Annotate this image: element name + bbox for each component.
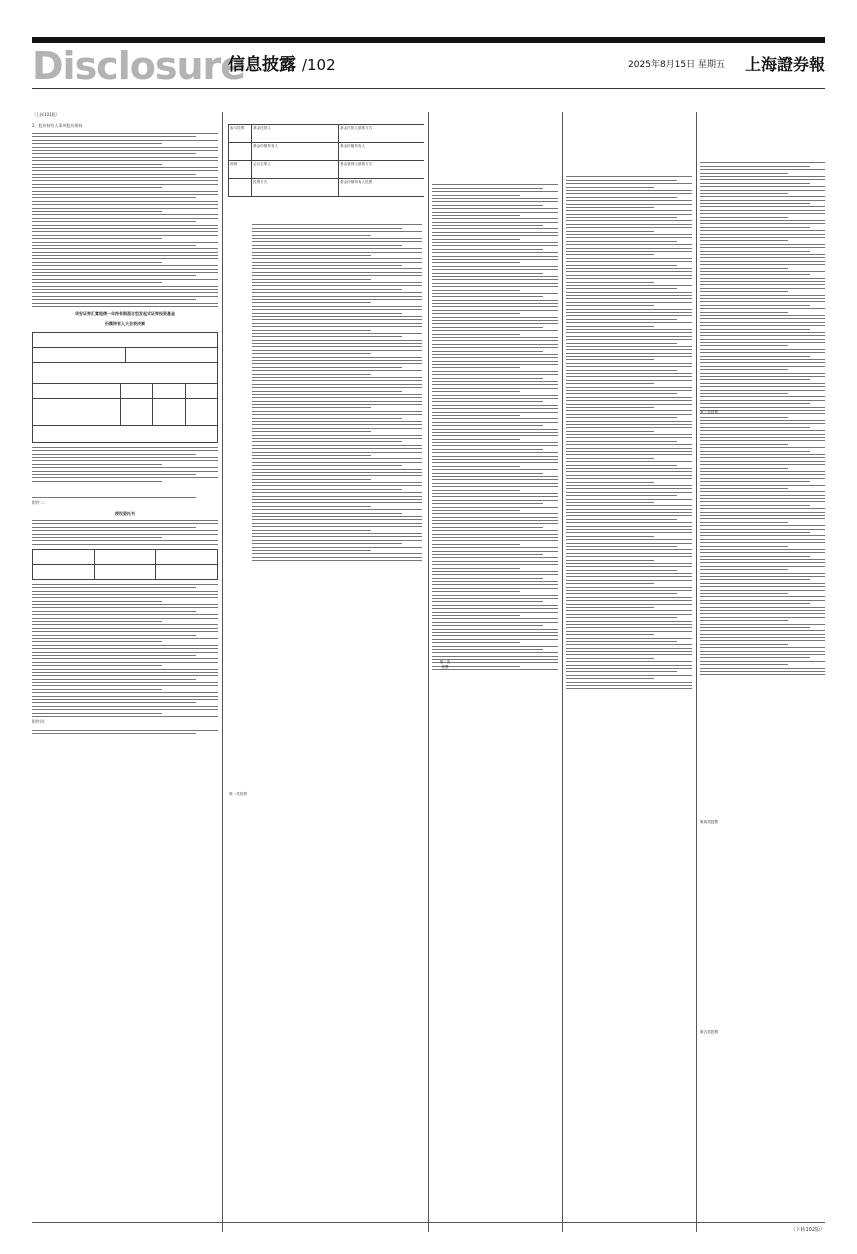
top-rule — [32, 37, 825, 43]
body-text-block — [32, 133, 218, 307]
authorization-body — [32, 584, 218, 717]
column-divider — [222, 112, 223, 1232]
authorization-text — [32, 520, 218, 545]
section-label-second-vote: 第二类投票 — [439, 660, 451, 669]
page-number: /102 — [301, 56, 336, 74]
paper-name: 上海證券報 — [744, 55, 825, 74]
continued-note: （下转102版） — [790, 1227, 825, 1233]
continued-from: （上接101版） — [32, 112, 60, 117]
form-subtitle: 份额持有人大会表决票 — [105, 321, 145, 327]
section-label-fifth-vote: 第五类投票 — [700, 1030, 718, 1034]
article-column-2 — [228, 112, 424, 1232]
subhead: 2、股份持有人事项股份保持 — [32, 122, 83, 128]
section-title — [228, 54, 336, 76]
section-label-third-vote: 第三类投票 — [700, 410, 718, 414]
authorization-title: 授权委托书 — [115, 510, 135, 516]
section-label-fourth-vote: 第四类投票 — [700, 820, 718, 824]
masthead — [32, 46, 825, 86]
brand-wordmark: Disclosure — [32, 44, 246, 88]
column-divider — [562, 112, 563, 1232]
row-label: 参与投票 — [229, 125, 252, 142]
article-column-4 — [566, 112, 692, 1232]
meeting-info-table: 参与投票 基金托管人 基金托管人联系方式 基金份额持有人 基金份额持有人 说明 会议召集人 基金管理人联系方式 投票方式 基金份额持有人投票 — [228, 124, 424, 197]
form-title: 华安证券汇富短债一年持有期混合型发起式证券投资基金 — [75, 310, 175, 316]
column-divider — [696, 112, 697, 1232]
article-column-1 — [32, 112, 218, 1232]
row-label: 说明 — [229, 161, 252, 178]
article-column-5 — [700, 112, 825, 1232]
attachment-heading: 附件二： — [32, 500, 48, 505]
ballot-form — [32, 332, 218, 443]
issue-date: 2025年8月15日 星期五 — [628, 60, 725, 70]
section-name: 信息披露 — [228, 55, 296, 75]
section-label-first-vote: 第一类投票 — [229, 792, 247, 796]
attachment-four: 附件四： — [32, 719, 48, 725]
bottom-rule — [32, 1222, 825, 1223]
masthead-rule — [32, 88, 825, 89]
form-notes — [32, 447, 218, 482]
authorization-table — [32, 549, 218, 580]
column-divider — [428, 112, 429, 1232]
article-column-3 — [432, 112, 558, 1232]
column-2-body — [252, 222, 422, 563]
